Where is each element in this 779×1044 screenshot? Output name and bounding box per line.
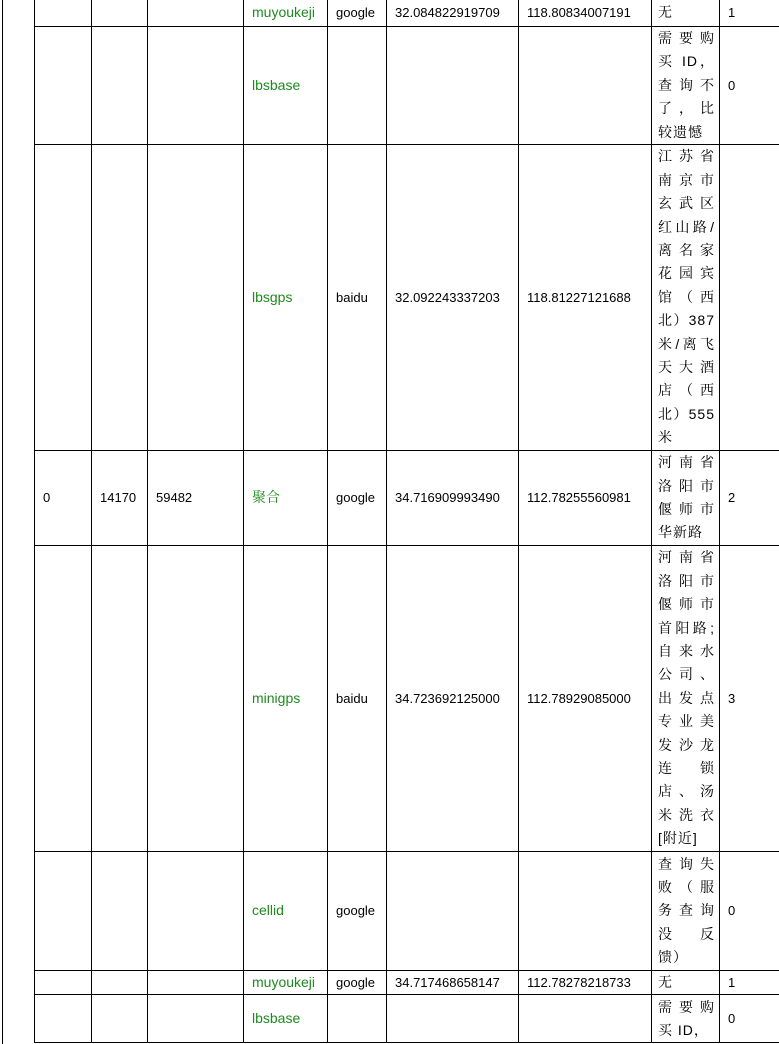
map-cell: google xyxy=(328,852,387,971)
longitude-cell: 112.78278218733 xyxy=(519,971,652,995)
latitude-cell xyxy=(387,852,519,971)
table-row xyxy=(35,27,779,145)
longitude-cell xyxy=(519,995,652,1043)
latitude-cell: 32.084822919709 xyxy=(387,0,519,27)
lac-cell xyxy=(92,145,148,451)
code-cell: 3 xyxy=(720,546,779,852)
code-cell: 0 xyxy=(720,852,779,971)
cid-cell: 59482 xyxy=(148,451,244,546)
source-cell: minigps xyxy=(244,546,328,852)
map-cell xyxy=(328,27,387,145)
longitude-cell: 112.78929085000 xyxy=(519,546,652,852)
map-cell: baidu xyxy=(328,546,387,852)
mcc-cell: 0 xyxy=(35,451,92,546)
source-cell: muyoukeji xyxy=(244,0,328,27)
lac-cell xyxy=(92,852,148,971)
map-cell: google xyxy=(328,451,387,546)
mcc-cell xyxy=(35,971,92,995)
cid-cell xyxy=(148,145,244,451)
address-cell: 无 xyxy=(652,0,720,27)
latitude-cell: 34.717468658147 xyxy=(387,971,519,995)
map-cell: google xyxy=(328,0,387,27)
mcc-cell xyxy=(35,27,92,145)
lac-cell xyxy=(92,546,148,852)
lac-cell xyxy=(92,995,148,1043)
map-cell: baidu xyxy=(328,145,387,451)
latitude-cell: 34.716909993490 xyxy=(387,451,519,546)
source-cell: muyoukeji xyxy=(244,971,328,995)
table-row xyxy=(35,0,779,27)
table-row xyxy=(35,451,779,546)
cid-cell xyxy=(148,27,244,145)
source-cell: lbsbase xyxy=(244,995,328,1043)
address-cell: 查询失败（服务查询没 反馈） xyxy=(652,852,720,971)
latitude-cell: 34.723692125000 xyxy=(387,546,519,852)
mcc-cell xyxy=(35,852,92,971)
cid-cell xyxy=(148,995,244,1043)
source-cell: lbsbase xyxy=(244,27,328,145)
address-cell: 河南省洛阳市偃师市首阳路;自来水公司、出发点专业美发沙龙连 锁店、汤米洗衣[附近] xyxy=(652,546,720,852)
cell-location-table xyxy=(34,0,779,1043)
table-row xyxy=(35,995,779,1043)
mcc-cell xyxy=(35,995,92,1043)
source-cell: lbsgps xyxy=(244,145,328,451)
longitude-cell xyxy=(519,852,652,971)
code-cell: 0 xyxy=(720,27,779,145)
map-cell: google xyxy=(328,971,387,995)
cid-cell xyxy=(148,852,244,971)
longitude-cell xyxy=(519,27,652,145)
code-cell: 1 xyxy=(720,0,779,27)
address-cell: 河南省洛阳市偃师市华新路 xyxy=(652,451,720,546)
source-cell: 聚合 xyxy=(244,451,328,546)
longitude-cell: 112.78255560981 xyxy=(519,451,652,546)
source-cell: cellid xyxy=(244,852,328,971)
mcc-cell xyxy=(35,0,92,27)
mcc-cell xyxy=(35,546,92,852)
longitude-cell: 118.80834007191 xyxy=(519,0,652,27)
lac-cell: 14170 xyxy=(92,451,148,546)
longitude-cell: 118.81227121688 xyxy=(519,145,652,451)
table-row xyxy=(35,971,779,995)
latitude-cell xyxy=(387,27,519,145)
address-cell: 需要购买 ID，查询不了，比较遗憾 xyxy=(652,27,720,145)
latitude-cell: 32.092243337203 xyxy=(387,145,519,451)
cid-cell xyxy=(148,971,244,995)
lac-cell xyxy=(92,0,148,27)
table-row xyxy=(35,852,779,971)
address-cell: 需要购买 ID， xyxy=(652,995,720,1043)
address-cell: 无 xyxy=(652,971,720,995)
code-cell xyxy=(720,145,779,451)
latitude-cell xyxy=(387,995,519,1043)
cid-cell xyxy=(148,0,244,27)
address-cell: 江苏省南京市玄武区红山路/离名家花园宾馆（西北）387米/离飞天大酒店（西北）555米 xyxy=(652,145,720,451)
table-row xyxy=(35,145,779,451)
cid-cell xyxy=(148,546,244,852)
lac-cell xyxy=(92,27,148,145)
code-cell: 0 xyxy=(720,995,779,1043)
lac-cell xyxy=(92,971,148,995)
table-row xyxy=(35,546,779,852)
code-cell: 2 xyxy=(720,451,779,546)
mcc-cell xyxy=(35,145,92,451)
code-cell: 1 xyxy=(720,971,779,995)
page-left-border xyxy=(2,0,3,1044)
map-cell xyxy=(328,995,387,1043)
